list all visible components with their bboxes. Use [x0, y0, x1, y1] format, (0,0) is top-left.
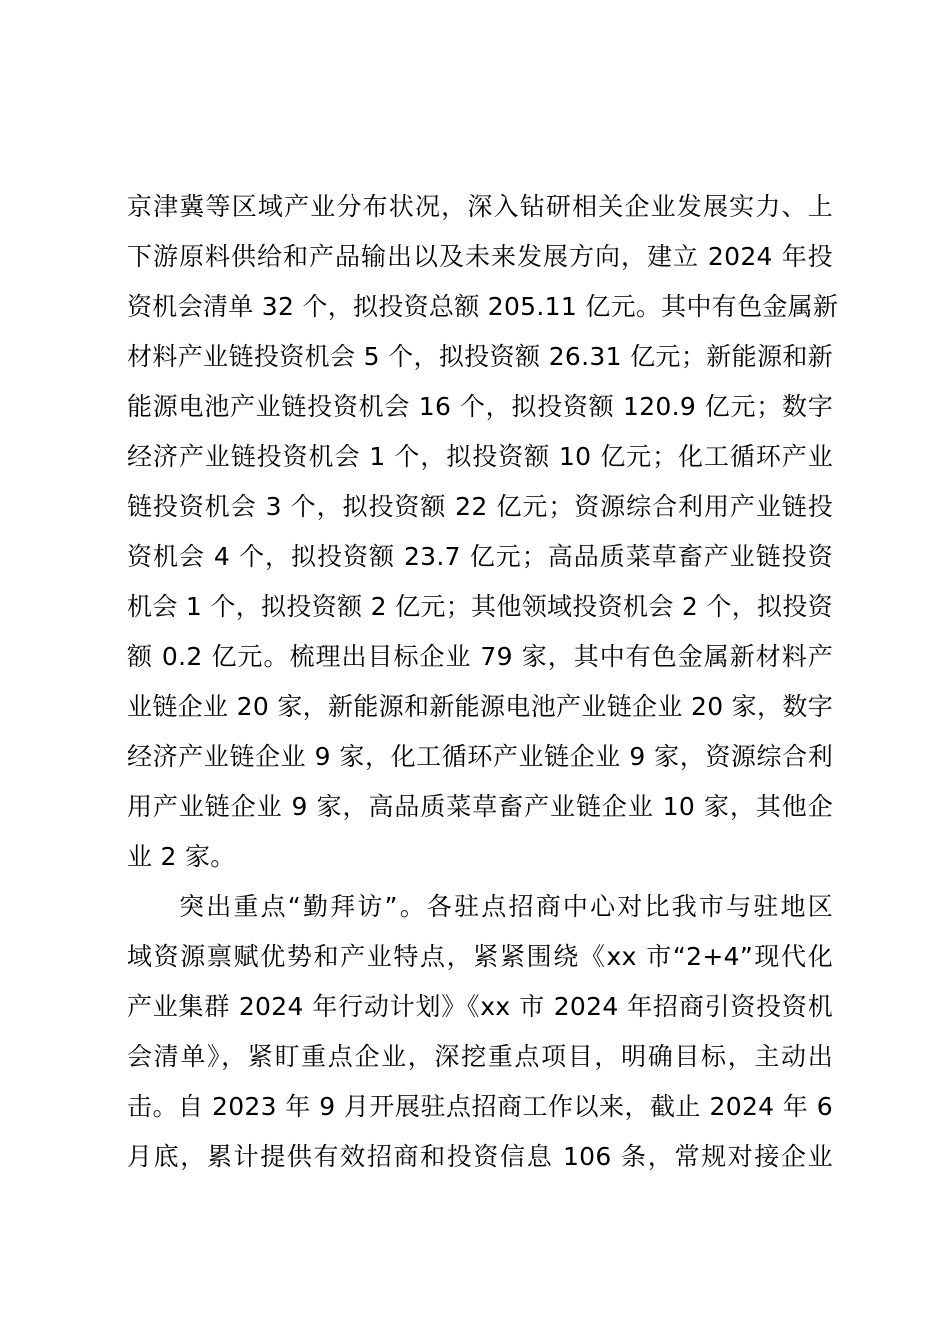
paragraph-line: 经济产业链企业 9 家，化工循环产业链企业 9 家，资源综合利 [127, 742, 833, 771]
paragraph-line: 机会 1 个，拟投资额 2 亿元；其他领域投资机会 2 个，拟投资 [127, 592, 833, 621]
paragraph-line: 链投资机会 3 个，拟投资额 22 亿元；资源综合利用产业链投 [127, 492, 833, 521]
paragraph-line: 京津冀等区域产业分布状况，深入钻研相关企业发展实力、上 [127, 192, 833, 221]
paragraph-line: 击。自 2023 年 9 月开展驻点招商工作以来，截止 2024 年 6 [127, 1092, 833, 1121]
paragraph-line: 材料产业链投资机会 5 个，拟投资额 26.31 亿元；新能源和新 [127, 342, 833, 371]
paragraph-line: 会清单》，紧盯重点企业，深挖重点项目，明确目标，主动出 [127, 1042, 833, 1071]
paragraph-line: 产业集群 2024 年行动计划》《xx 市 2024 年招商引资投资机 [127, 992, 833, 1021]
paragraph-line: 资机会清单 32 个，拟投资总额 205.11 亿元。其中有色金属新 [127, 292, 839, 321]
paragraph-line: 业链企业 20 家，新能源和新能源电池产业链企业 20 家，数字 [127, 692, 833, 721]
paragraph-line: 经济产业链投资机会 1 个，拟投资额 10 亿元；化工循环产业 [127, 442, 833, 471]
paragraph-line: 月底，累计提供有效招商和投资信息 106 条，常规对接企业 [127, 1142, 833, 1171]
paragraph-line: 额 0.2 亿元。梳理出目标企业 79 家，其中有色金属新材料产 [127, 642, 833, 671]
paragraph-1 [127, 182, 839, 882]
paragraph-line: 突出重点“勤拜访”。各驻点招商中心对比我市与驻地区 [179, 892, 833, 921]
paragraph-line: 域资源禀赋优势和产业特点，紧紧围绕《xx 市“2+4”现代化 [127, 942, 833, 971]
paragraph-2 [127, 882, 833, 1182]
paragraph-line: 资机会 4 个，拟投资额 23.7 亿元；高品质菜草畜产业链投资 [127, 542, 833, 571]
paragraph-line: 业 2 家。 [127, 842, 236, 871]
document-body [127, 182, 839, 1182]
paragraph-line: 用产业链企业 9 家，高品质菜草畜产业链企业 10 家，其他企 [127, 792, 833, 821]
paragraph-line: 下游原料供给和产品输出以及未来发展方向，建立 2024 年投 [127, 242, 833, 271]
paragraph-line: 能源电池产业链投资机会 16 个，拟投资额 120.9 亿元；数字 [127, 392, 833, 421]
